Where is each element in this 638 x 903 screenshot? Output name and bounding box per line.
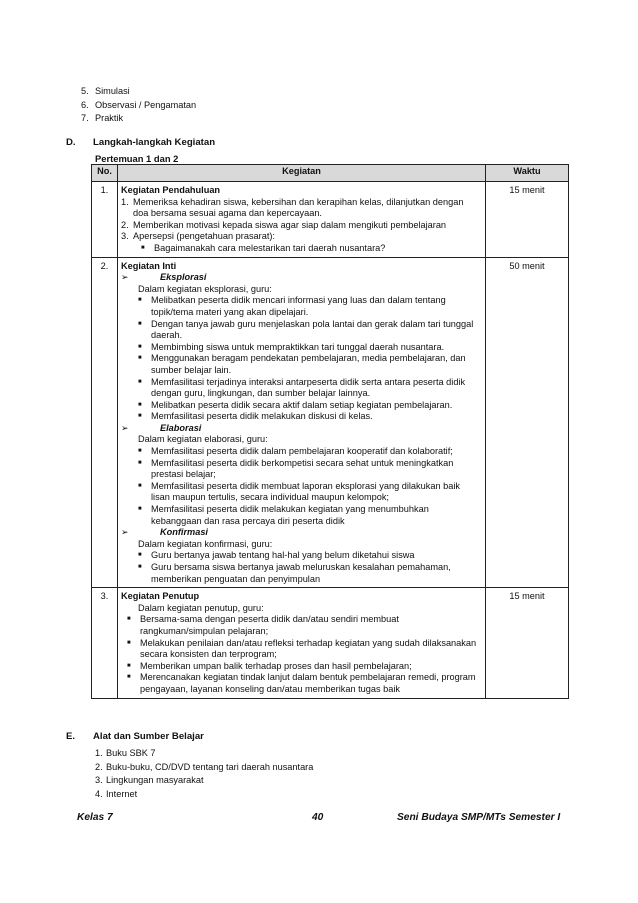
method-list [81,85,196,126]
list-item: ■ Membimbing siswa untuk mempraktikkan tari tunggal daerah nusantara. [138,341,445,352]
table-header-row [92,165,569,182]
subsection-heading: ➢ Eksplorasi [121,272,207,283]
list-item: ■ Memfasilitasi peserta didik dalam pembelajaran kooperatif dan kolaboratif; [138,446,453,457]
list-item: 1. Buku SBK 7 [95,748,156,758]
square-bullet-icon: ■ [138,413,142,420]
meeting-subtitle: Pertemuan 1 dan 2 [95,153,179,164]
arrow-bullet-icon: ➢ [121,272,129,283]
arrow-bullet-icon: ➢ [121,527,129,538]
list-item: 5. Simulasi [81,86,130,96]
square-bullet-icon: ■ [127,639,131,646]
resource-list [95,747,313,801]
section-d-heading: D. Langkah-langkah Kegiatan [66,137,216,148]
square-bullet-icon: ■ [127,616,131,623]
row-title: Kegiatan Penutup [121,591,200,602]
square-bullet-icon: ■ [138,564,142,570]
subsection-heading: ➢ Elaborasi [121,422,202,433]
list-item: ■ Memfasilitasi peserta didik melakukan diskusi di kelas. [138,411,373,422]
footer-subject: Seni Budaya SMP/MTs Semester I [397,812,561,823]
list-item: ■ Melakukan penilaian dan/atau refleksi terhadap kegiatan yang sudah dilaksanakan secara konsisten dan terprogram; [127,637,477,660]
list-item: ■ Merencanakan kegiatan tindak lanjut dalam bentuk pembelajaran remedi, program pengayaan, layanan konseling dan/atau memberikan tugas baik [127,672,476,694]
list-item: ■ Memfasilitasi peserta didik berkompetisi secara sehat untuk meningkatkan prestasi belajar; [138,457,454,480]
header-kegiatan: Kegiatan [118,165,486,182]
square-bullet-icon: ■ [138,297,142,304]
list-item: 2. Memberikan motivasi kepada siswa agar siap dalam mengikuti pembelajaran [121,219,447,230]
table-row: 3. Kegiatan Penutup Dalam kegiatan penutup, guru: ■ Bersama-sama dengan peserta didik dan/atau sendiri membuat rangkuman/simpulan pelajaran; ■ Melakukan penilaian dan/atau refleksi terhadap kegiatan yang sudah dilaksanakan secara konsisten dan terprogram; ■ Memberikan umpan balik terhadap proses dan hasil pembelajaran; ■ Merencanakan kegiatan tindak lanjut dalam bentuk pembelajaran remedi, program pengayaan, layanan konseling dan/atau memberikan tugas baik 15 menit [92,588,569,698]
square-bullet-icon: ■ [138,355,142,362]
page-number: 40 [312,812,324,823]
header-no: No. [92,165,118,182]
square-bullet-icon: ■ [138,320,142,327]
square-bullet-icon: ■ [138,506,142,513]
square-bullet-icon: ■ [138,459,142,466]
list-item: ■ Dengan tanya jawab guru menjelaskan pola lantai dan gerak dalam tari tunggal daerah. [138,318,474,341]
subsection-heading: ➢ Konfirmasi [121,527,208,538]
row-title: Kegiatan Inti [121,260,177,271]
row-title: Kegiatan Pendahuluan [121,185,221,195]
list-item: ■ Bagaimanakah cara melestarikan tari daerah nusantara? [141,242,386,253]
square-bullet-icon: ■ [141,244,145,251]
table-row: 1. Kegiatan Pendahuluan 1. Memeriksa kehadiran siswa, kebersihan dan kerapihan kelas, dilanjutkan dengan doa bersama sesuai agama dan kepercayaan. 2. Memberikan motivasi kepada siswa agar siap dalam mengikuti pembelajaran 3. Apersepsi (pengetahuan prasarat): ■ Bagaimanakah cara melestarikan tari daerah nusantara? 15 menit [92,182,569,258]
header-waktu: Waktu [486,165,569,182]
square-bullet-icon: ■ [127,662,131,669]
list-item: ■ Guru bersama siswa bertanya jawab meluruskan kesalahan pemahaman, memberikan penguatan dan penyimpulan [138,562,451,584]
list-item: 2. Buku-buku, CD/DVD tentang tari daerah nusantara [95,761,314,772]
square-bullet-icon: ■ [138,378,142,385]
list-item: ■ Melibatkan peserta didik mencari informasi yang luas dan dalam tentang topik/tema materi yang akan dipelajari. [138,295,446,317]
square-bullet-icon: ■ [138,343,142,350]
list-item: 7. Praktik [81,113,124,123]
section-e-heading: E. Alat dan Sumber Belajar [66,731,204,742]
list-item: 6. Observasi / Pengamatan [81,99,197,110]
list-item: ■ Memberikan umpan balik terhadap proses dan hasil pembelajaran; [127,660,412,671]
table-row: 2. Kegiatan Inti ➢ Eksplorasi Dalam kegiatan eksplorasi, guru: ■ Melibatkan peserta didik mencari informasi yang luas dan dalam tentang topik/tema materi yang akan dipelajari. ■ Dengan tanya jawab guru menjelaskan pola lantai dan gerak dalam tari tunggal daerah. ■ Membimbing siswa untuk mempraktikkan tari tunggal daerah nusantara. ■ Menggunakan beragam pendekatan pembelajaran, media pembelajaran, dan sumber belajar lain. ■ Memfasilitasi terjadinya interaksi antarpeserta didik serta antara peserta didik dengan guru, lingkungan, dan sumber belajar lainnya. ■ Melibatkan peserta didik secara aktif dalam setiap kegiatan pembelajaran. ■ Memfasilitasi peserta didik melakukan diskusi di kelas. ➢ Elaborasi Dalam kegiatan elaborasi, guru: ■ Memfasilitasi peserta didik dalam pembelajaran kooperatif dan kolaboratif; ■ Memfasilitasi peserta didik berkompetisi secara sehat untuk meningkatkan prestasi belajar; ■ Memfasilitasi peserta didik membuat laporan eksplorasi yang dilakukan baik lisan maupun tertulis, secara individual maupun kelompok; ■ Memfasilitasi peserta didik melakukan kegiatan yang menumbuhkan kebanggaan dan rasa percaya diri peserta didik ➢ Konfirmasi Dalam kegiatan konfirmasi, guru: ■ Guru bertanya jawab tentang hal-hal yang belum diketahui siswa ■ Guru bersama siswa bertanya jawab meluruskan kesalahan pemahaman, memberikan penguatan dan penyimpulan 50 menit [92,257,569,588]
list-item: 4. Internet [95,788,138,799]
activities-table [91,164,569,699]
list-item: ■ Bersama-sama dengan peserta didik dan/atau sendiri membuat rangkuman/simpulan pelajaran; [127,614,399,636]
square-bullet-icon: ■ [138,401,142,408]
footer-class: Kelas 7 [77,812,113,823]
list-item: 1. Memeriksa kehadiran siswa, kebersihan dan kerapihan kelas, dilanjutkan dengan doa bersama sesuai agama dan kepercayaan. [121,196,464,219]
list-item: 3. Apersepsi (pengetahuan prasarat): [121,231,275,242]
list-item: ■ Melibatkan peserta didik secara aktif dalam setiap kegiatan pembelajaran. [138,399,453,410]
list-item: 3. Lingkungan masyarakat [95,775,204,786]
square-bullet-icon: ■ [138,552,142,559]
list-item: ■ Guru bertanya jawab tentang hal-hal yang belum diketahui siswa [138,550,415,561]
list-item: ■ Memfasilitasi peserta didik melakukan kegiatan yang menumbuhkan kebanggaan dan rasa percaya diri peserta didik [138,504,429,526]
list-item: ■ Menggunakan beragam pendekatan pembelajaran, media pembelajaran, dan sumber belajar lain. [138,353,466,375]
list-item: ■ Memfasilitasi terjadinya interaksi antarpeserta didik serta antara peserta didik dengan guru, lingkungan, dan sumber belajar lainnya. [138,376,466,399]
square-bullet-icon: ■ [138,448,142,455]
square-bullet-icon: ■ [127,674,131,681]
list-item: ■ Memfasilitasi peserta didik membuat laporan eksplorasi yang dilakukan baik lisan maupun tertulis, secara individual maupun kelompok; [138,480,460,503]
square-bullet-icon: ■ [138,482,142,489]
arrow-bullet-icon: ➢ [121,422,129,433]
